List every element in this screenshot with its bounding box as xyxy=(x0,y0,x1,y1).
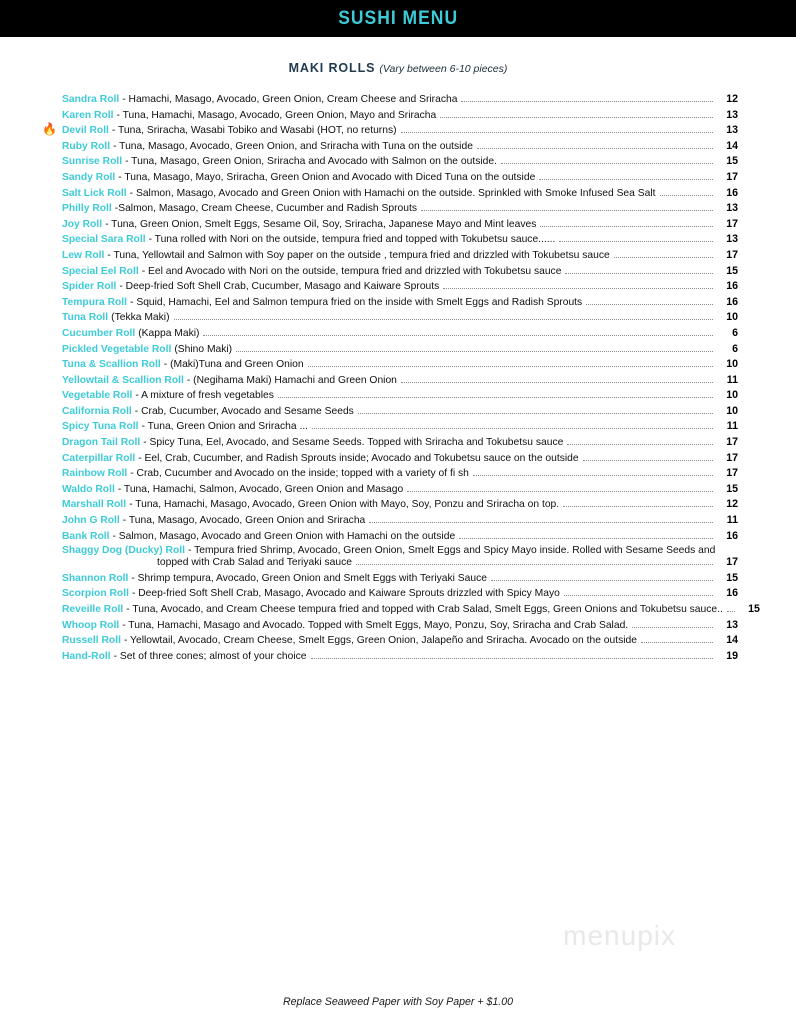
menu-item-price: 13 xyxy=(726,233,738,246)
leader-dots xyxy=(174,319,714,320)
menu-item-line xyxy=(62,514,738,526)
menu-item-name: Philly Roll xyxy=(62,203,112,215)
menu-item-name: Devil Roll xyxy=(62,125,109,137)
menu-item-line xyxy=(62,233,738,245)
menu-item-line xyxy=(42,122,738,137)
menu-item-price: 13 xyxy=(726,202,738,215)
menu-item-name: Cucumber Roll xyxy=(62,327,136,339)
menu-item-name: Lew Roll xyxy=(62,249,105,261)
menu-item-name: Caterpillar Roll xyxy=(62,452,136,464)
menu-item-line xyxy=(62,140,738,152)
page-title: SUSHI MENU xyxy=(338,7,458,29)
menu-item-description: - Eel and Avocado with Nori on the outside, tempura fried and drizzled with Tokubetsu sauce xyxy=(141,265,562,277)
menu-item-price: 6 xyxy=(732,326,738,339)
menu-item-name: Hand-Roll xyxy=(62,650,111,662)
menu-item-price: 11 xyxy=(726,420,738,433)
menu-item-name: Ruby Roll xyxy=(62,140,111,152)
menu-item-name: Dragon Tail Roll xyxy=(62,437,141,449)
menu-item-description: - Tuna, Hamachi, Masago and Avocado. Topped with Smelt Eggs, Mayo, Ponzu, Soy, Sriracha and Crab Salad. xyxy=(122,619,629,631)
menu-item xyxy=(62,171,738,183)
menu-item-description: - Tuna, Avocado, and Cream Cheese tempura fried and topped with Crab Salad, Smelt Eggs, Green Onions and Tokubetsu sauce.. xyxy=(126,604,723,615)
menu-item-name: Whoop Roll xyxy=(62,619,120,631)
menu-item-name: Special Sara Roll xyxy=(62,234,146,246)
menu-item-price: 17 xyxy=(726,217,738,230)
menu-item xyxy=(62,109,738,121)
menu-item-line xyxy=(62,93,738,105)
menu-item-description: - A mixture of fresh vegetables xyxy=(135,390,274,402)
leader-dots xyxy=(563,506,713,507)
menu-item-name: Karen Roll xyxy=(62,109,114,121)
menu-item xyxy=(62,311,738,323)
menu-item-price: 14 xyxy=(726,634,738,647)
menu-item-description: - Set of three cones; almost of your choice xyxy=(113,650,307,662)
menu-item-price: 11 xyxy=(726,514,738,527)
menu-item xyxy=(62,498,738,510)
menu-item-line xyxy=(62,280,738,292)
menu-item-name: Shannon Roll xyxy=(62,572,129,584)
menu-item xyxy=(62,634,738,646)
menu-item-name: Sunrise Roll xyxy=(62,156,123,168)
menu-item-name: Tempura Roll xyxy=(62,296,128,308)
menu-item-description: - Tempura fried Shrimp, Avocado, Green Onion, Smelt Eggs and Spicy Mayo inside. Rolled with Sesame Seeds and xyxy=(188,545,716,557)
menu-item xyxy=(62,483,738,495)
menu-item-price: 13 xyxy=(726,124,738,137)
leader-dots xyxy=(540,226,713,227)
menu-item-description: - Salmon, Masago, Avocado and Green Onion with Hamachi on the outside xyxy=(112,530,456,542)
menu-item-line xyxy=(62,603,760,615)
flame-icon: 🔥 xyxy=(42,122,57,137)
menu-item xyxy=(62,603,760,615)
menu-item xyxy=(62,436,738,448)
menu-item-line xyxy=(62,155,738,167)
leader-dots xyxy=(539,179,713,180)
menu-item xyxy=(42,122,738,137)
leader-dots xyxy=(641,642,713,643)
menu-item-name: Salt Lick Roll xyxy=(62,187,127,199)
menu-item-description: - Crab, Cucumber and Avocado on the inside; topped with a variety of fi sh xyxy=(130,468,469,480)
menu-item xyxy=(62,343,738,355)
menu-item xyxy=(62,650,738,662)
menu-item-description: - Deep-fried Soft Shell Crab, Masago, Avocado and Kaiware Sprouts drizzled with Spicy Mayo xyxy=(131,588,560,600)
leader-dots xyxy=(358,413,713,414)
leader-dots xyxy=(632,627,713,628)
menu-header-banner xyxy=(0,0,796,37)
menu-item-line-continued xyxy=(62,556,738,568)
menu-item-line xyxy=(62,218,738,230)
leader-dots xyxy=(443,288,713,289)
leader-dots xyxy=(614,257,713,258)
menu-item-price: 13 xyxy=(726,108,738,121)
menu-item-description: - Eel, Crab, Cucumber, and Radish Sprouts inside; Avocado and Tokubetsu sauce on the outside xyxy=(138,452,579,464)
menu-item-price: 12 xyxy=(726,498,738,511)
menu-item-description: - Crab, Cucumber, Avocado and Sesame Seeds xyxy=(134,405,354,417)
menu-item-line xyxy=(62,530,738,542)
menu-item-description: - Yellowtail, Avocado, Cream Cheese, Smelt Eggs, Green Onion, Jalapeño and Sriracha. Avocado on the outside xyxy=(123,635,638,647)
menu-item-name: Marshall Roll xyxy=(62,499,127,511)
menu-item-line xyxy=(62,572,738,584)
menu-item xyxy=(62,280,738,292)
menu-item-price: 17 xyxy=(726,170,738,183)
menu-item-line xyxy=(62,634,738,646)
menu-item-line xyxy=(62,343,738,355)
leader-dots xyxy=(440,117,713,118)
menu-item-name: Special Eel Roll xyxy=(62,265,139,277)
menu-item-line xyxy=(62,109,738,121)
menu-item-name: Vegetable Roll xyxy=(62,390,133,402)
leader-dots xyxy=(356,564,713,565)
leader-dots xyxy=(461,101,713,102)
menu-item-price: 16 xyxy=(726,587,738,600)
menu-item-description: - (Maki)Tuna and Green Onion xyxy=(163,359,304,371)
menu-item-description: - Tuna, Masago, Avocado, Green Onion and Sriracha xyxy=(122,515,366,527)
menu-item-name: Scorpion Roll xyxy=(62,588,129,600)
menu-item-description: - Tuna, Green Onion, Smelt Eggs, Sesame Oil, Soy, Sriracha, Japanese Mayo and Mint leaves xyxy=(105,218,537,230)
menu-item-line xyxy=(62,545,738,556)
menu-item-name: Sandy Roll xyxy=(62,171,116,183)
menu-item-description: - Tuna rolled with Nori on the outside, tempura fried and topped with Tokubetsu sauce...... xyxy=(148,234,556,246)
leader-dots xyxy=(586,304,713,305)
menu-item-line xyxy=(62,171,738,183)
menu-item xyxy=(62,202,738,214)
leader-dots xyxy=(203,335,713,336)
leader-dots xyxy=(501,163,713,164)
menu-item-price: 15 xyxy=(726,264,738,277)
menu-item xyxy=(62,265,738,277)
leader-dots xyxy=(564,595,713,596)
section-note: (Vary between 6-10 pieces) xyxy=(379,63,508,75)
menu-item xyxy=(62,545,738,568)
menu-item-price: 16 xyxy=(726,280,738,293)
menu-item-line xyxy=(62,374,738,386)
menu-item-price: 15 xyxy=(726,571,738,584)
menu-item-line xyxy=(62,389,738,401)
menu-item xyxy=(62,619,738,631)
menu-item xyxy=(62,587,738,599)
menu-item xyxy=(62,405,738,417)
menu-item-description: (Kappa Maki) xyxy=(138,327,200,339)
leader-dots xyxy=(660,195,714,196)
leader-dots xyxy=(236,351,713,352)
leader-dots xyxy=(401,382,713,383)
menu-item-description: - Salmon, Masago, Avocado and Green Onion with Hamachi on the outside. Sprinkled with Smoke Infused Sea Salt xyxy=(129,187,656,199)
leader-dots xyxy=(401,132,713,133)
menu-item-description: -Salmon, Masago, Cream Cheese, Cucumber and Radish Sprouts xyxy=(114,203,417,215)
menu-item-price: 17 xyxy=(726,436,738,449)
menu-item xyxy=(62,420,738,432)
menu-item-line xyxy=(62,587,738,599)
menu-item-description: - Tuna, Masago, Green Onion, Sriracha and Avocado with Salmon on the outside. xyxy=(125,156,497,168)
menupix-watermark: menupix xyxy=(563,920,676,951)
menu-item-name: Waldo Roll xyxy=(62,483,115,495)
menu-item xyxy=(62,358,738,370)
menu-item-price: 17 xyxy=(726,556,738,569)
menu-item-name: Pickled Vegetable Roll xyxy=(62,343,172,355)
menu-item xyxy=(62,514,738,526)
leader-dots xyxy=(421,210,713,211)
menu-item xyxy=(62,296,738,308)
leader-dots xyxy=(727,611,735,612)
menu-item xyxy=(62,249,738,261)
menu-item xyxy=(62,233,738,245)
leader-dots xyxy=(407,491,713,492)
menu-item-description: - Tuna, Hamachi, Masago, Avocado, Green Onion with Mayo, Soy, Ponzu and Sriracha on top. xyxy=(129,499,560,511)
menu-item xyxy=(62,155,738,167)
menu-item-line xyxy=(62,187,738,199)
leader-dots xyxy=(278,397,713,398)
menu-item-price: 11 xyxy=(726,373,738,386)
menu-item-description: (Tekka Maki) xyxy=(111,312,170,324)
menu-item-name: Russell Roll xyxy=(62,635,121,647)
menu-item-description: - (Negihama Maki) Hamachi and Green Onion xyxy=(186,374,397,386)
menu-item-description: - Tuna, Hamachi, Masago, Avocado, Green Onion, Mayo and Sriracha xyxy=(116,109,437,121)
maki-rolls-list xyxy=(0,93,796,662)
leader-dots xyxy=(312,428,713,429)
menu-item-price: 17 xyxy=(726,467,738,480)
menu-item-price: 19 xyxy=(726,649,738,662)
menu-item-name: California Roll xyxy=(62,405,132,417)
menu-item-price: 12 xyxy=(726,93,738,105)
section-heading xyxy=(0,59,796,77)
menu-item-description: - Tuna, Masago, Avocado, Green Onion, and Sriracha with Tuna on the outside xyxy=(113,140,473,152)
menu-item-description: - Tuna, Hamachi, Salmon, Avocado, Green Onion and Masago xyxy=(117,483,404,495)
menu-item-price: 6 xyxy=(732,342,738,355)
menu-item-description: - Squid, Hamachi, Eel and Salmon tempura fried on the inside with Smelt Eggs and Radish Sprouts xyxy=(130,296,583,308)
menu-item-line xyxy=(62,436,738,448)
menu-item xyxy=(62,572,738,584)
menu-item xyxy=(62,327,738,339)
leader-dots xyxy=(477,148,713,149)
leader-dots xyxy=(369,522,713,523)
menu-item-line xyxy=(62,405,738,417)
menu-item-description-continued: topped with Crab Salad and Teriyaki sauce xyxy=(157,557,352,569)
menu-item-price: 10 xyxy=(726,358,738,371)
menu-item-price: 10 xyxy=(726,404,738,417)
menu-item xyxy=(62,140,738,152)
menu-item-name: Rainbow Roll xyxy=(62,468,128,480)
menu-item-description: - Deep-fried Soft Shell Crab, Cucumber, Masago and Kaiware Sprouts xyxy=(119,281,440,293)
menu-item-name: Reveille Roll xyxy=(62,604,124,615)
menu-item-name: John G Roll xyxy=(62,515,120,527)
menu-item-name: Yellowtail & Scallion Roll xyxy=(62,374,184,386)
footer-note: Replace Seaweed Paper with Soy Paper + $1.00 xyxy=(283,996,513,1008)
menu-item xyxy=(62,467,738,479)
menu-item-price: 15 xyxy=(726,482,738,495)
menu-item-line xyxy=(62,619,738,631)
menu-item-name: Tuna & Scallion Roll xyxy=(62,359,161,371)
leader-dots xyxy=(559,241,713,242)
menu-item-description: - Tuna, Yellowtail and Salmon with Soy paper on the outside , tempura fried and drizzled with Tokubetsu sauce xyxy=(107,249,610,261)
leader-dots xyxy=(565,273,713,274)
menu-item-price: 15 xyxy=(726,155,738,168)
menu-item-price: 17 xyxy=(726,248,738,261)
leader-dots xyxy=(719,552,727,553)
menu-item xyxy=(62,93,738,105)
menu-item-description: - Spicy Tuna, Eel, Avocado, and Sesame Seeds. Topped with Sriracha and Tokubetsu sauce xyxy=(143,437,564,449)
menu-item-line xyxy=(62,467,738,479)
menu-item-price: 10 xyxy=(726,389,738,402)
menu-item-name: Tuna Roll xyxy=(62,312,109,324)
menu-item-description: (Shino Maki) xyxy=(174,343,233,355)
menu-item xyxy=(62,187,738,199)
leader-dots xyxy=(491,580,713,581)
menu-item-price: 10 xyxy=(726,311,738,324)
menu-item-description: - Tuna, Green Onion and Sriracha ... xyxy=(141,421,309,433)
menu-item-name: Joy Roll xyxy=(62,218,103,230)
menu-item-line xyxy=(62,650,738,662)
menu-item-line xyxy=(62,202,738,214)
menu-item-line xyxy=(62,265,738,277)
menu-item xyxy=(62,452,738,464)
menu-item-price: 14 xyxy=(726,139,738,152)
menu-item-price: 17 xyxy=(726,451,738,464)
menu-item-description: - Tuna, Masago, Mayo, Sriracha, Green Onion and Avocado with Diced Tuna on the outside xyxy=(118,171,536,183)
menu-item-description: - Hamachi, Masago, Avocado, Green Onion, Cream Cheese and Sriracha xyxy=(122,94,458,105)
menu-item xyxy=(62,218,738,230)
leader-dots xyxy=(308,366,713,367)
menu-item-name: Spider Roll xyxy=(62,281,117,293)
section-title: MAKI ROLLS xyxy=(288,61,376,75)
leader-dots xyxy=(567,444,713,445)
menu-item xyxy=(62,389,738,401)
menu-item-price: 16 xyxy=(726,186,738,199)
menu-item-price: 15 xyxy=(748,603,760,615)
menu-item-description: - Tuna, Sriracha, Wasabi Tobiko and Wasabi (HOT, no returns) xyxy=(111,125,397,137)
menu-item-line xyxy=(62,483,738,495)
menu-item xyxy=(62,374,738,386)
menu-item-name: Spicy Tuna Roll xyxy=(62,421,139,433)
leader-dots xyxy=(311,658,713,659)
menu-item-line xyxy=(62,358,738,370)
menu-item-line xyxy=(62,498,738,510)
leader-dots xyxy=(459,538,713,539)
leader-dots xyxy=(583,460,713,461)
menu-item-description: - Shrimp tempura, Avocado, Green Onion and Smelt Eggs with Teriyaki Sauce xyxy=(131,572,487,584)
menu-item-name: Bank Roll xyxy=(62,530,110,542)
menu-item-line xyxy=(62,296,738,308)
menu-item-price: 13 xyxy=(726,618,738,631)
menu-item-line xyxy=(62,452,738,464)
menu-item xyxy=(62,530,738,542)
menu-item-price: 16 xyxy=(726,295,738,308)
menu-item-line xyxy=(62,249,738,261)
menu-item-name: Shaggy Dog (Ducky) Roll xyxy=(62,545,185,557)
menu-item-price: 16 xyxy=(726,529,738,542)
menu-item-line xyxy=(62,327,738,339)
leader-dots xyxy=(473,475,713,476)
menu-item-line xyxy=(62,420,738,432)
menu-item-line xyxy=(62,311,738,323)
menu-item-name: Sandra Roll xyxy=(62,94,120,105)
